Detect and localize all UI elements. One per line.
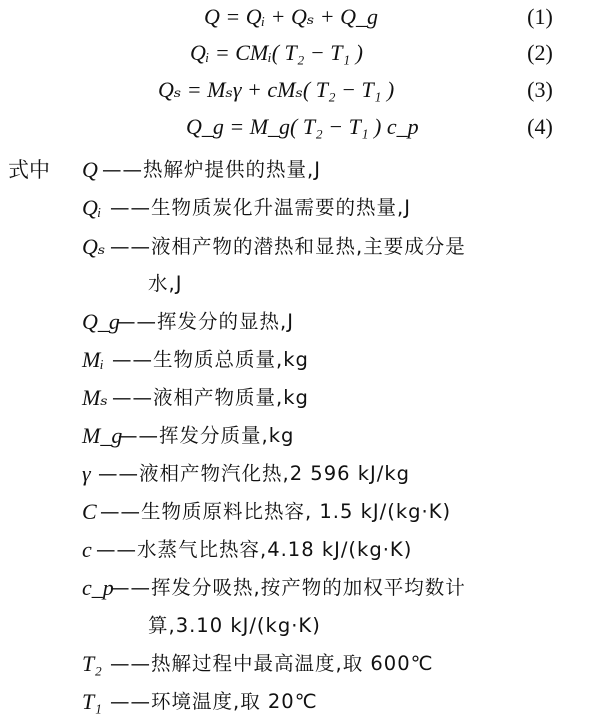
definition-row xyxy=(0,570,600,606)
definition-text-continued: 水,J xyxy=(148,272,183,295)
definition-text: ——液相产物汽化热,2 596 kJ/kg xyxy=(98,462,411,485)
where-label: 式中 xyxy=(8,158,50,182)
equation-4 xyxy=(0,110,600,144)
definition-continuation xyxy=(0,266,600,302)
definition-row xyxy=(0,456,600,492)
definition-text: ——热解炉提供的热量,J xyxy=(102,158,321,181)
definition-symbol: Q_g xyxy=(82,309,120,334)
definition-text: ——液相产物的潜热和显热,主要成分是 xyxy=(110,235,466,258)
definition-text-continued: 算,3.10 kJ/(kg·K) xyxy=(148,614,321,637)
definition-continuation xyxy=(0,608,600,644)
equation-2 xyxy=(0,36,600,70)
definition-symbol: T₁ xyxy=(82,689,102,714)
definition-text: ——生物质总质量,kg xyxy=(112,348,309,371)
equation-body: Q_g = M_g( T₂ − T₁ ) c_p xyxy=(186,114,419,139)
definition-row xyxy=(0,494,600,530)
definition-symbol: c xyxy=(82,537,92,562)
definition-symbol: Qᵢ xyxy=(82,195,102,220)
definition-symbol: M_g xyxy=(82,423,123,448)
definition-text: ——水蒸气比热容,4.18 kJ/(kg·K) xyxy=(96,538,413,561)
definition-row xyxy=(0,646,600,682)
definition-row xyxy=(0,532,600,568)
definition-symbol: Mᵢ xyxy=(82,347,104,372)
definition-text: ——挥发分吸热,按产物的加权平均数计 xyxy=(110,576,466,599)
definition-text: ——生物质原料比热容, 1.5 kJ/(kg·K) xyxy=(100,500,452,523)
definition-text: ——热解过程中最高温度,取 600℃ xyxy=(110,652,434,675)
definition-row xyxy=(0,380,600,416)
definition-symbol: Mₛ xyxy=(82,385,108,410)
definition-symbol: Q xyxy=(82,157,98,182)
equation-number: (3) xyxy=(527,77,553,102)
definition-text: ——挥发分的显热,J xyxy=(116,310,294,333)
definition-row xyxy=(0,304,600,340)
equation-number: (4) xyxy=(527,114,553,139)
equation-number: (2) xyxy=(527,40,553,65)
definition-symbol: Qₛ xyxy=(82,234,106,259)
equation-body: Qᵢ = CMᵢ( T₂ − T₁ ) xyxy=(190,40,363,65)
definition-row xyxy=(0,342,600,378)
equation-3 xyxy=(0,73,600,107)
definition-symbol: C xyxy=(82,499,97,524)
definition-text: ——液相产物质量,kg xyxy=(112,386,309,409)
definition-text: ——生物质炭化升温需要的热量,J xyxy=(110,196,411,219)
definition-text: ——环境温度,取 20℃ xyxy=(110,690,318,713)
definition-symbol: γ xyxy=(82,461,91,486)
equation-body: Q = Qᵢ + Qₛ + Q_g xyxy=(204,4,378,29)
definition-row xyxy=(0,229,600,265)
definition-row xyxy=(0,152,600,188)
equation-number: (1) xyxy=(527,4,553,29)
equation-body: Qₛ = Mₛγ + cMₛ( T₂ − T₁ ) xyxy=(158,77,395,102)
definition-row xyxy=(0,684,600,720)
definition-symbol: c_p xyxy=(82,575,114,600)
definition-symbol: T₂ xyxy=(82,651,102,676)
definition-row xyxy=(0,190,600,226)
definition-row xyxy=(0,418,600,454)
equation-1 xyxy=(0,0,600,34)
definition-text: ——挥发分质量,kg xyxy=(118,424,295,447)
